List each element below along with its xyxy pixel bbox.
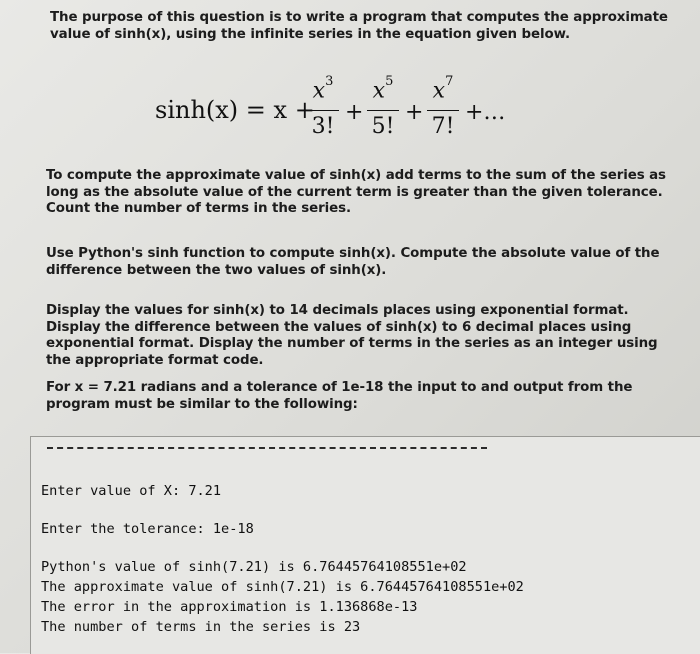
terms-count-line: The number of terms in the series is 23 [41, 619, 361, 635]
fraction-bar [367, 110, 399, 111]
sinh-series-equation [155, 74, 535, 156]
input-x-line: Enter value of X: 7.21 [41, 483, 222, 499]
intro-paragraph: The purpose of this question is to write a program that computes the approximate value of sinh(x), using the infinite series in the equation given below. [50, 10, 668, 42]
input-tolerance-line: Enter the tolerance: 1e-18 [41, 521, 254, 537]
example-paragraph: For x = 7.21 radians and a tolerance of 1e-18 the input to and output from the program must be similar to the following: [46, 380, 633, 412]
term-numerator: $x^7$ [432, 74, 454, 104]
approx-value-line: The approximate value of sinh(7.21) is 6.76445764108551e+02 [41, 579, 524, 595]
term-denominator: 3! [311, 114, 335, 139]
python-sinh-paragraph: Use Python's sinh function to compute sinh(x). Compute the absolute value of the difference between the two values of sinh(x). [46, 246, 660, 278]
tolerance-paragraph: To compute the approximate value of sinh(x) add terms to the sum of the series as long as the absolute value of the current term is greater than the given tolerance. Count the number of terms in the series. [46, 168, 666, 216]
term-x7-over-7fact [425, 74, 461, 139]
term-numerator: $x^3$ [312, 74, 334, 104]
series-ellipsis: +… [465, 100, 506, 125]
term-denominator: 7! [431, 114, 455, 139]
sample-console-output [30, 436, 700, 654]
plus-sign: + [405, 100, 424, 125]
fraction-bar [427, 110, 459, 111]
term-x5-over-5fact [365, 74, 401, 139]
equation-lhs: sinh(x) = x + [155, 96, 315, 124]
python-value-line: Python's value of sinh(7.21) is 6.76445764108551e+02 [41, 559, 467, 575]
term-x3-over-3fact [305, 74, 341, 139]
term-numerator: $x^5$ [372, 74, 394, 104]
plus-sign: + [345, 100, 364, 125]
dashed-separator [47, 447, 487, 449]
error-line: The error in the approximation is 1.136868e-13 [41, 599, 418, 615]
fraction-bar [307, 110, 339, 111]
display-format-paragraph: Display the values for sinh(x) to 14 decimals places using exponential format. Display the difference between the values of sinh(x) to 6 decimal places using exponential format. Display the number of terms in the series as an integer using the appropriate format code. [46, 303, 658, 368]
term-denominator: 5! [371, 114, 395, 139]
